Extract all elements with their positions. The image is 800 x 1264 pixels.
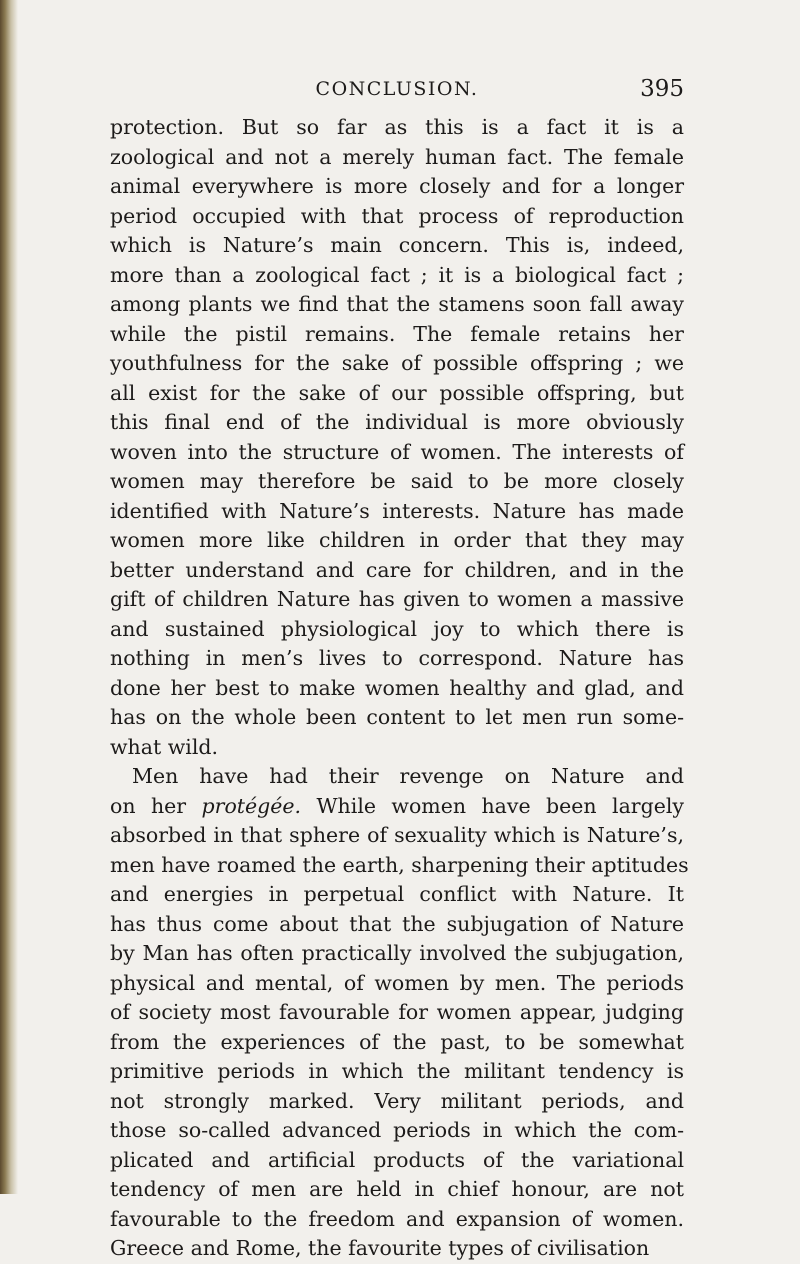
chapter-title: CONCLUSION. — [315, 78, 479, 100]
text-line: protection. But so far as this is a fact it is a — [110, 115, 684, 139]
text-fragment: on her — [110, 793, 187, 818]
text-line: this final end of the individual is more obviously — [110, 410, 684, 434]
page-number: 395 — [640, 76, 684, 102]
text-line: men have roamed the earth, sharpening their aptitudes — [110, 852, 689, 877]
text-line: while the pistil remains. The female retains her — [110, 321, 684, 346]
text-line: youthfulness for the sake of possible offspring ; we — [110, 351, 684, 375]
text-line: women more like children in order that they may — [110, 528, 684, 552]
text-line: woven into the structure of women. The interests of — [110, 439, 684, 464]
text-fragment: While women have been largely — [316, 793, 684, 818]
text-line: done her best to make women healthy and glad, and — [110, 675, 684, 700]
text-line: by Man has often practically involved the subjugation, — [110, 941, 684, 965]
text-line: what wild. — [110, 734, 219, 759]
text-line: has thus come about that the subjugation of Nature — [110, 911, 684, 936]
text-line: all exist for the sake of our possible offspring, but — [110, 380, 684, 405]
text-line: identified with Nature’s interests. Nature has made — [110, 498, 684, 523]
text-line: physical and mental, of women by men. The periods — [110, 970, 684, 995]
text-line: of society most favourable for women appear, judging — [110, 1000, 684, 1024]
text-line: and energies in perpetual conflict with Nature. It — [110, 882, 684, 906]
text-line-with-italic — [110, 792, 684, 822]
text-line: animal everywhere is more closely and for a longer — [110, 174, 684, 198]
text-line: Greece and Rome, the favourite types of civilisation — [110, 1236, 650, 1260]
paragraph-opening-line: Men have had their revenge on Nature and — [132, 764, 684, 788]
text-line: period occupied with that process of reproduction — [110, 203, 684, 228]
text-line: and sustained physiological joy to which there is — [110, 616, 684, 641]
text-line: absorbed in that sphere of sexuality which is Nature’s, — [110, 823, 684, 847]
text-line: primitive periods in which the militant tendency is — [110, 1059, 684, 1083]
text-line: those so-called advanced periods in which the com- — [110, 1118, 684, 1142]
body-text — [110, 113, 689, 1264]
italic-word: protégée. — [201, 793, 302, 818]
text-line: from the experiences of the past, to be somewhat — [110, 1029, 684, 1054]
text-line: has on the whole been content to let men run some- — [110, 705, 684, 729]
text-line: zoological and not a merely human fact. The female — [110, 144, 684, 169]
text-line: women may therefore be said to be more closely — [110, 469, 684, 493]
text-line: among plants we find that the stamens soon fall away — [110, 292, 684, 316]
running-head — [110, 73, 684, 103]
text-line: not strongly marked. Very militant periods, and — [110, 1088, 684, 1113]
text-line: tendency of men are held in chief honour, are not — [110, 1177, 684, 1201]
text-line: favourable to the freedom and expansion of women. — [110, 1206, 684, 1231]
text-line: nothing in men’s lives to correspond. Nature has — [110, 646, 684, 670]
text-line: more than a zoological fact ; it is a biological fact ; — [110, 262, 684, 287]
text-line: better understand and care for children, and in the — [110, 557, 684, 582]
text-line: plicated and artificial products of the variational — [110, 1147, 684, 1172]
text-line: which is Nature’s main concern. This is, indeed, — [110, 233, 684, 257]
text-line: gift of children Nature has given to women a massive — [110, 587, 684, 611]
